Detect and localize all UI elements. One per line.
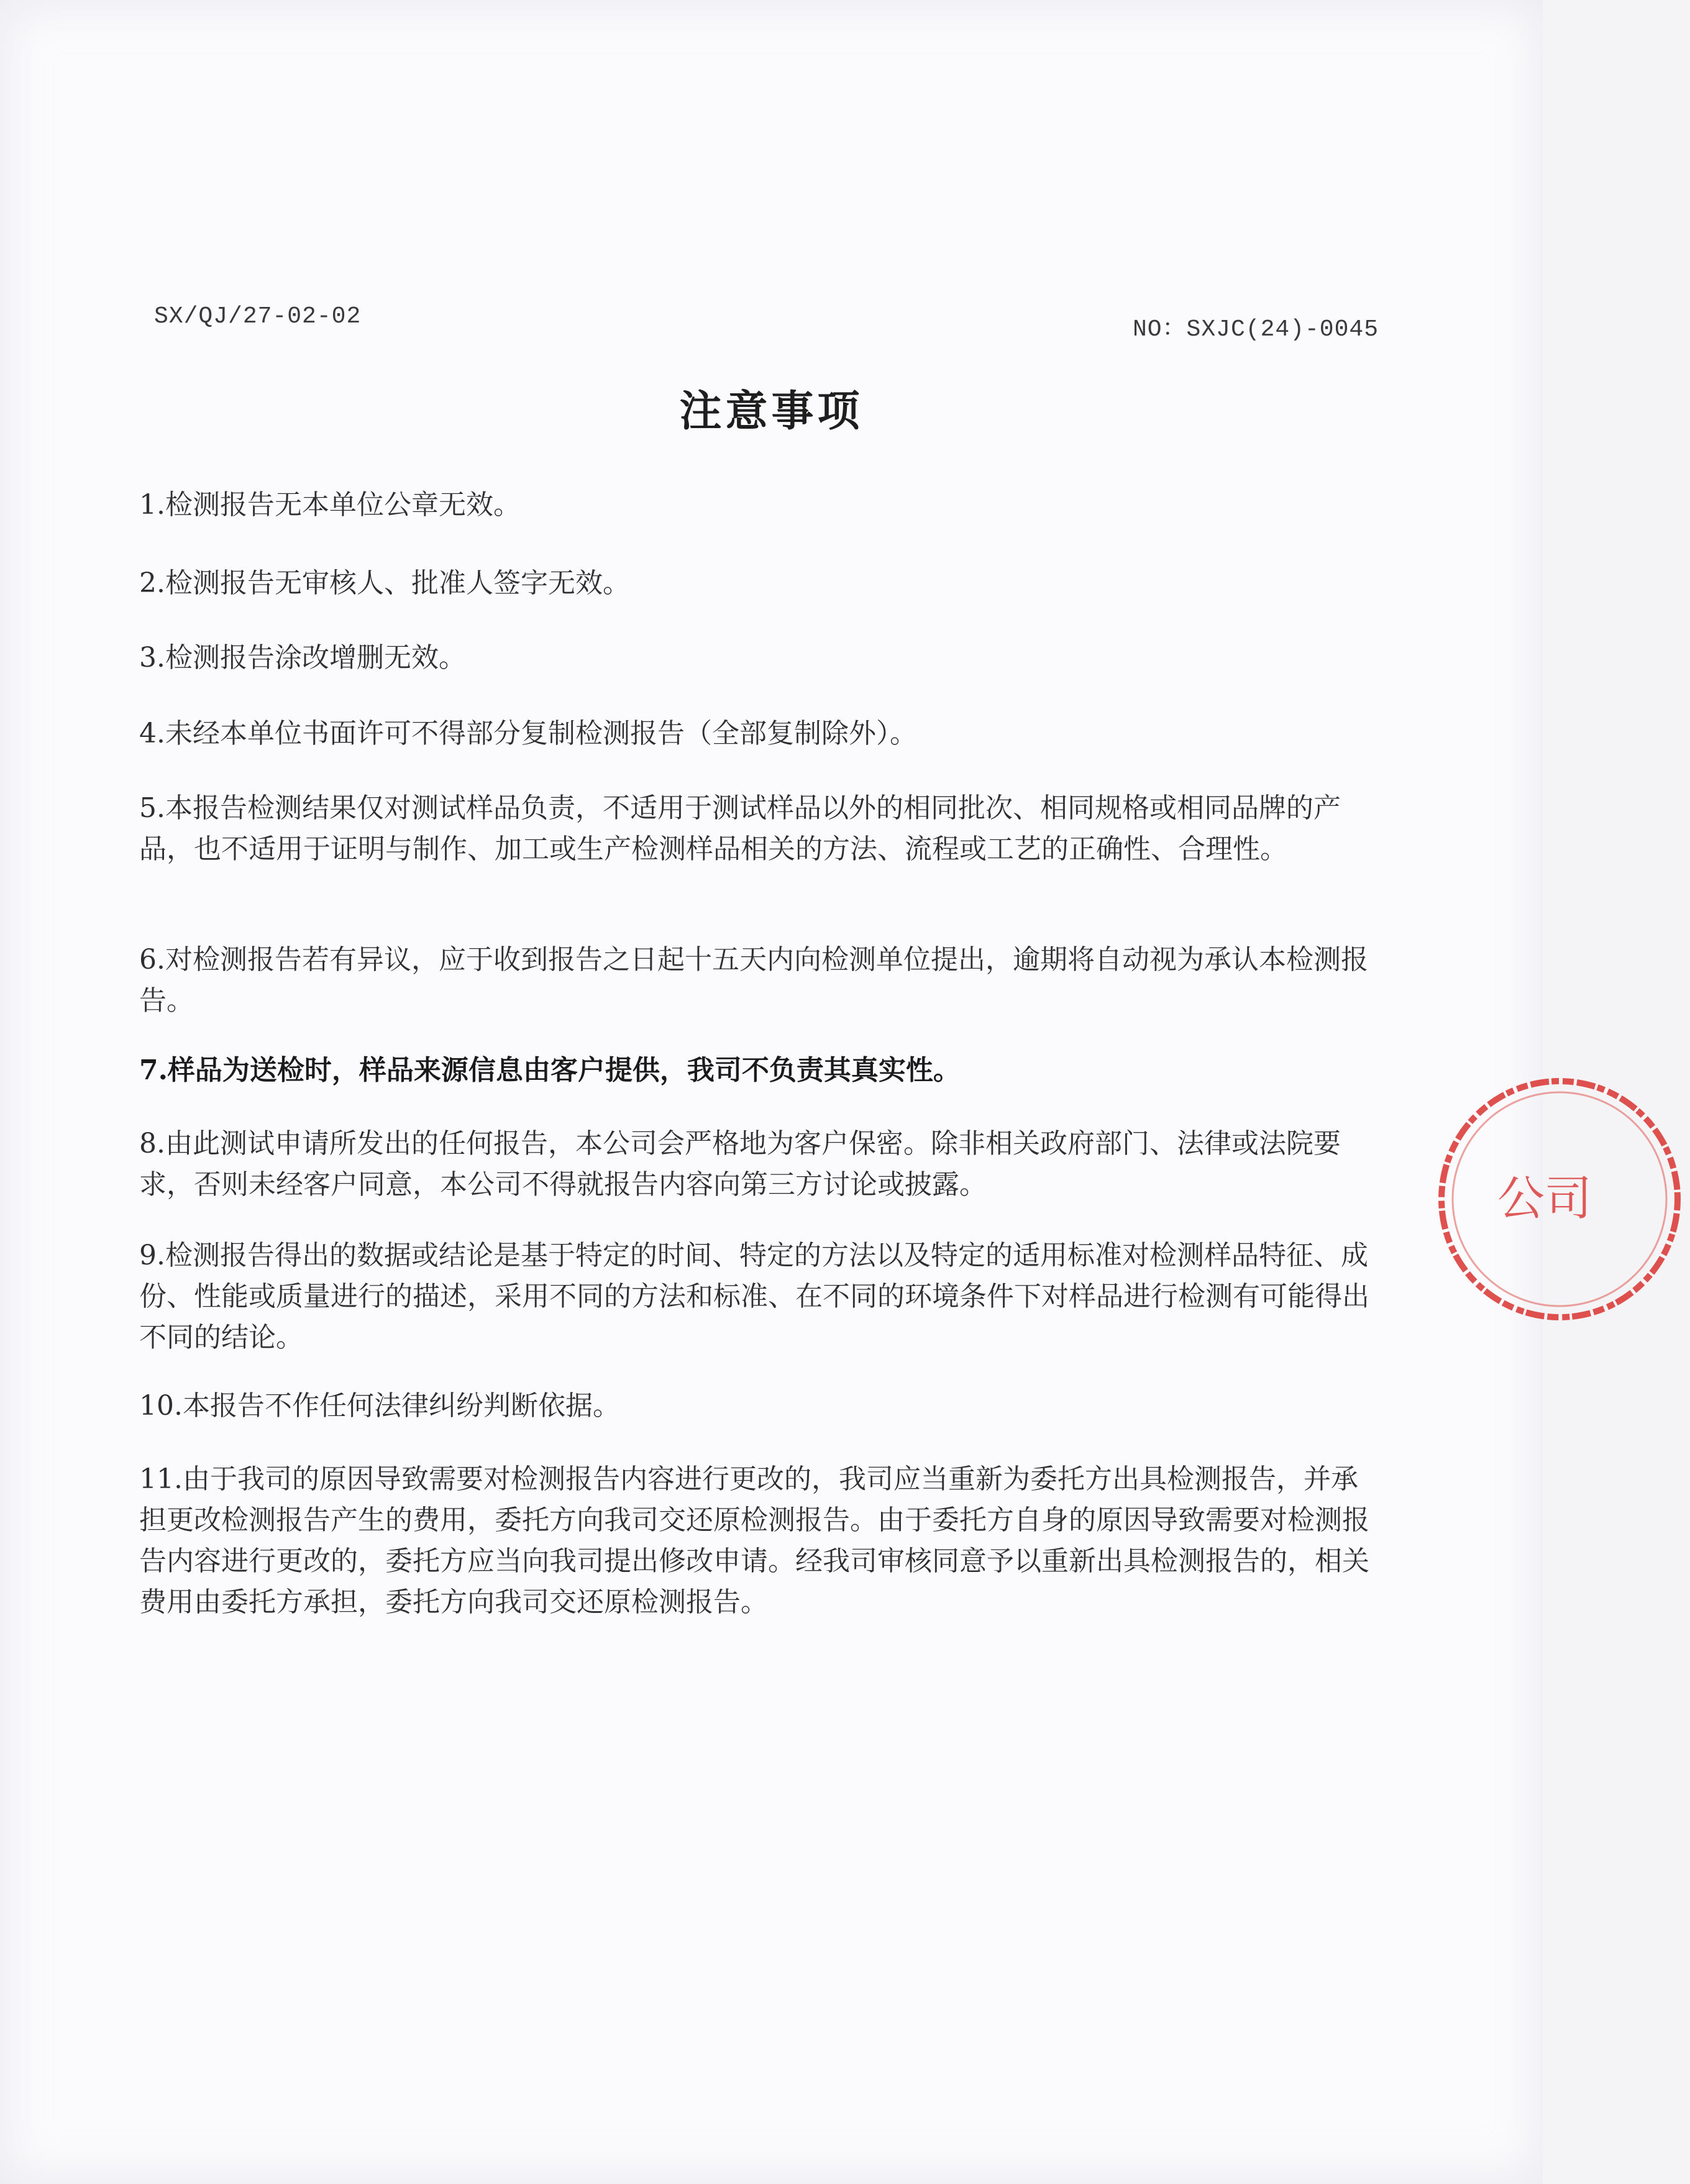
note-item: 9.检测报告得出的数据或结论是基于特定的时间、特定的方法以及特定的适用标准对检测样品特征、成份、性能或质量进行的描述，采用不同的方法和标准、在不同的环境条件下对样品进行检测有可能得出不同的结论。 [139, 1240, 1369, 1353]
note-item: 4.未经本单位书面许可不得部分复制检测报告（全部复制除外）。 [139, 718, 917, 749]
note-item: 7.样品为送检时，样品来源信息由客户提供，我司不负责其真实性。 [139, 1054, 961, 1086]
note-item: 5.本报告检测结果仅对测试样品负责，不适用于测试样品以外的相同批次、相同规格或相同品牌的产品，也不适用于证明与制作、加工或生产检测样品相关的方法、流程或工艺的正确性、合理性。 [139, 792, 1341, 865]
note-item: 10.本报告不作任何法律纠纷判断依据。 [139, 1390, 620, 1422]
seal-text: 公司 [1497, 1171, 1592, 1226]
report-number: NO：SXJC(24)-0045 [1132, 316, 1379, 343]
note-item: 3.检测报告涂改增删无效。 [139, 642, 466, 674]
note-item: 2.检测报告无审核人、批准人签字无效。 [139, 567, 630, 599]
document-code: SX/QJ/27-02-02 [154, 303, 362, 330]
company-seal [1429, 1069, 1690, 1330]
note-item: 6.对检测报告若有异议，应于收到报告之日起十五天内向检测单位提出，逾期将自动视为承认本检测报告。 [139, 944, 1368, 1017]
page-title: 注意事项 [679, 387, 864, 436]
note-item: 11.由于我司的原因导致需要对检测报告内容进行更改的，我司应当重新为委托方出具检测报告，并承担更改检测报告产生的费用，委托方向我司交还原检测报告。由于委托方自身的原因导致需要对检测报告内容进行更改的，委托方应当向我司提出修改申请。经我司审核同意予以重新出具检测报告的，相关费用由委托方承担，委托方向我司交还原检测报告。 [139, 1463, 1369, 1618]
note-item: 1.检测报告无本单位公章无效。 [139, 489, 521, 521]
note-item: 8.由此测试申请所发出的任何报告，本公司会严格地为客户保密。除非相关政府部门、法律或法院要求，否则未经客户同意，本公司不得就报告内容向第三方讨论或披露。 [139, 1128, 1341, 1200]
